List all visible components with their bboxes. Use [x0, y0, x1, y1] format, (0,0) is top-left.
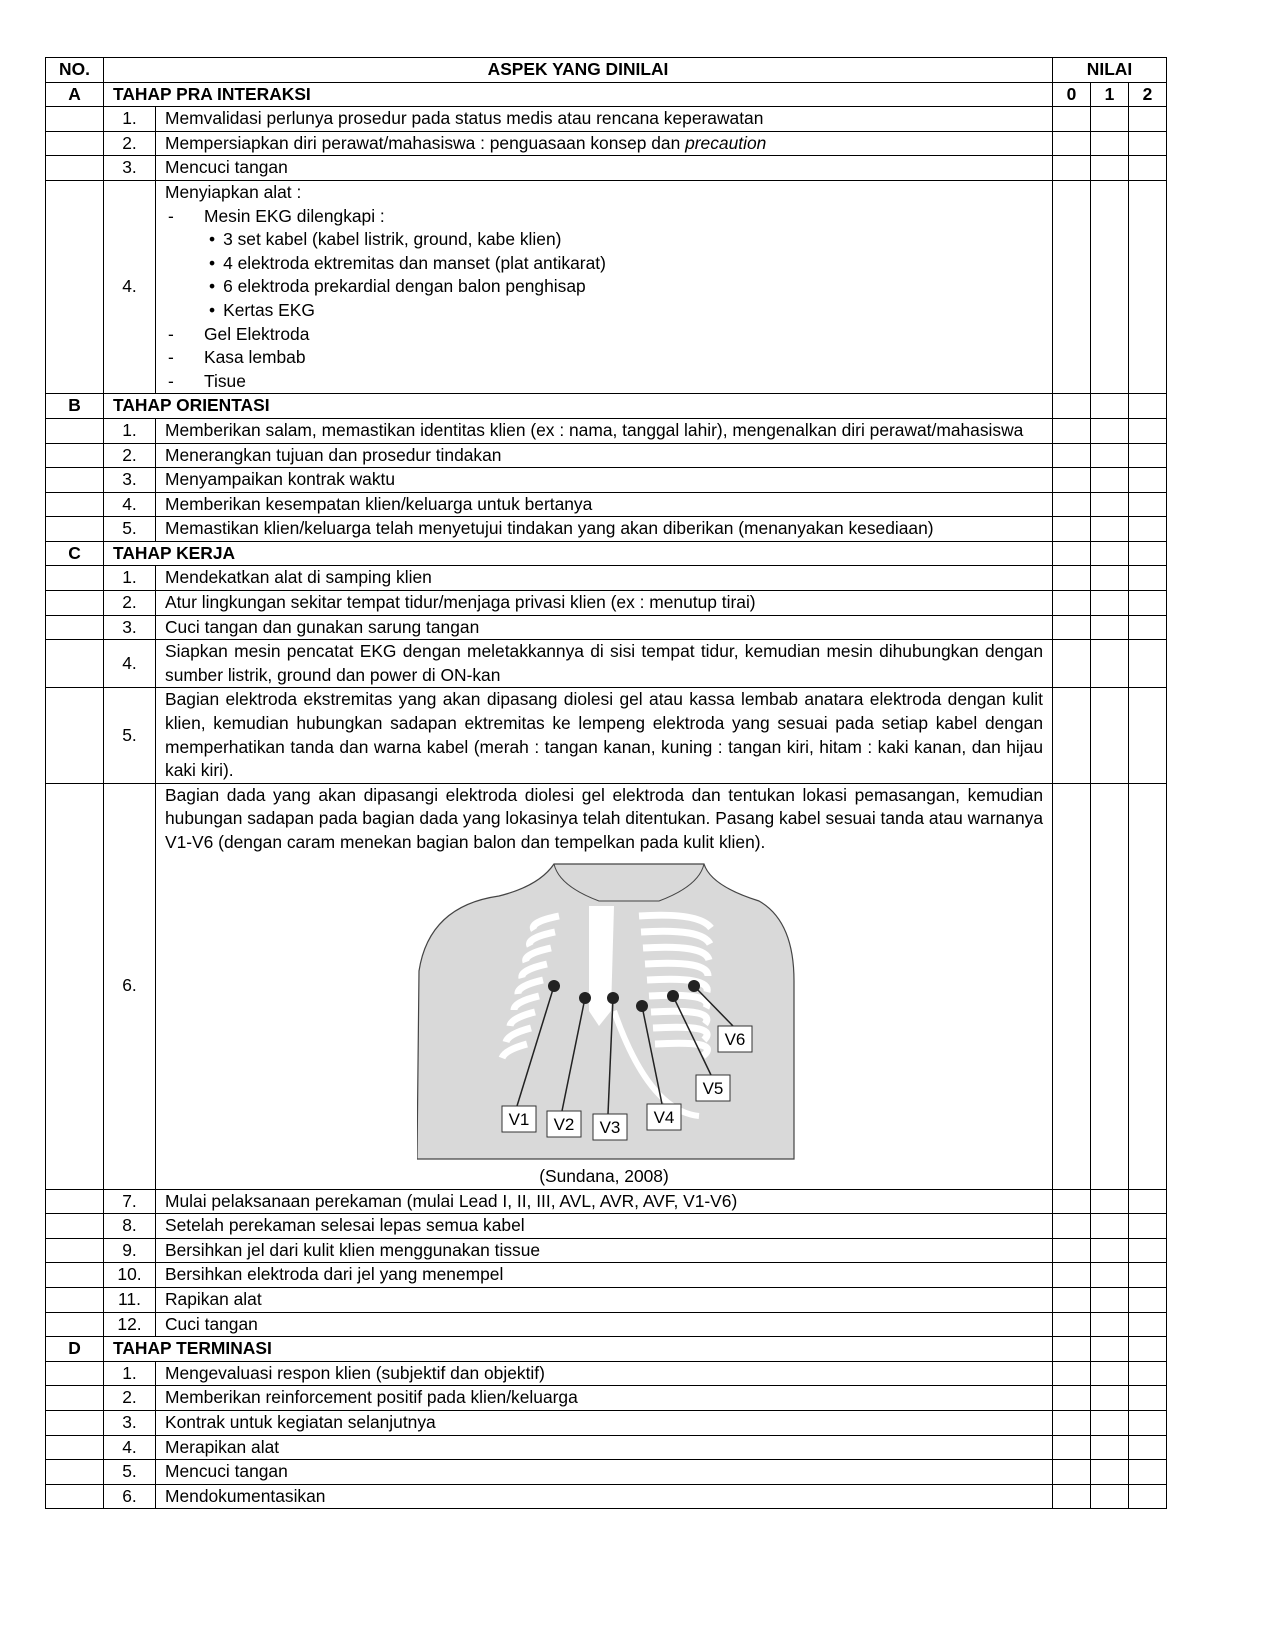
score-cell-2[interactable]	[1129, 1410, 1167, 1435]
score-cell-0[interactable]	[1053, 394, 1091, 419]
row-text	[156, 591, 1053, 616]
dash-marker: -	[168, 323, 174, 344]
row-text-content: Menyiapkan alat :	[165, 181, 302, 202]
row-number: 2.	[104, 443, 156, 468]
score-cell-2[interactable]	[1129, 1361, 1167, 1386]
row-text-content: Bersihkan elektroda dari jel yang menempel	[165, 1264, 504, 1285]
row-text-content: Mempersiapkan diri perawat/mahasiswa : penguasaan konsep dan	[165, 132, 686, 153]
row-number: 5.	[104, 517, 156, 542]
row-text	[156, 1263, 1053, 1288]
score-cell-1[interactable]	[1091, 1460, 1129, 1485]
row-text	[156, 1287, 1053, 1312]
row-number: 1.	[104, 1361, 156, 1386]
section-row	[46, 541, 1167, 566]
score-cell-0[interactable]	[1053, 107, 1091, 132]
row-text-content: Mulai pelaksanaan perekaman (mulai Lead I, II, III, AVL, AVR, AVF, V1-V6)	[165, 1190, 738, 1211]
row-number: 11.	[104, 1287, 156, 1312]
score-cell-1[interactable]	[1091, 468, 1129, 493]
row-text-content: Memastikan klien/keluarga telah menyetujui tindakan yang akan diberikan (menanyakan kesediaan)	[165, 518, 934, 539]
row-text-content: Kontrak untuk kegiatan selanjutnya	[165, 1411, 436, 1432]
empty-cell	[46, 443, 104, 468]
score-cell-1[interactable]	[1091, 443, 1129, 468]
empty-cell	[46, 180, 104, 393]
score-cell-2[interactable]	[1129, 1287, 1167, 1312]
score-cell-1[interactable]	[1091, 1238, 1129, 1263]
score-cell-2[interactable]	[1129, 1238, 1167, 1263]
row-text	[156, 1189, 1053, 1214]
score-cell-2[interactable]	[1129, 131, 1167, 156]
empty-cell	[46, 1238, 104, 1263]
table-row	[46, 615, 1167, 640]
row-number: 6.	[104, 783, 156, 1189]
section-letter: B	[46, 394, 104, 419]
score-cell-1[interactable]	[1091, 640, 1129, 688]
section-title: TAHAP TERMINASI	[104, 1337, 1053, 1362]
table-row	[46, 156, 1167, 181]
score-value-header: 2	[1129, 82, 1167, 107]
score-cell-1[interactable]	[1091, 131, 1129, 156]
row-text-content: Menyampaikan kontrak waktu	[165, 469, 396, 490]
score-cell-1[interactable]	[1091, 492, 1129, 517]
row-text-content: Memberikan salam, memastikan identitas klien (ex : nama, tanggal lahir), mengenalkan diri perawat/mahasiswa	[165, 419, 1024, 440]
score-cell-2[interactable]	[1129, 443, 1167, 468]
empty-cell	[46, 1484, 104, 1509]
row-number: 4.	[104, 492, 156, 517]
table-row	[46, 418, 1167, 443]
electrode-dot	[636, 1000, 648, 1012]
table-row	[46, 1312, 1167, 1337]
header-no: NO.	[46, 58, 104, 83]
row-number: 1.	[104, 566, 156, 591]
section-row	[46, 82, 1167, 107]
row-text	[156, 131, 1053, 156]
row-number: 3.	[104, 156, 156, 181]
bullet-item: • 4 elektroda ektremitas dan manset (plat antikarat)	[165, 252, 1043, 276]
header-aspect: ASPEK YANG DINILAI	[104, 58, 1053, 83]
row-text	[156, 1361, 1053, 1386]
electrode-dot	[688, 980, 700, 992]
score-cell-1[interactable]	[1091, 615, 1129, 640]
empty-cell	[46, 131, 104, 156]
dash-marker: -	[168, 347, 174, 368]
score-cell-0[interactable]	[1053, 688, 1091, 783]
ecg-electrode-figure	[165, 855, 1043, 1189]
score-cell-1[interactable]	[1091, 517, 1129, 542]
score-cell-2[interactable]	[1129, 468, 1167, 493]
table-row	[46, 688, 1167, 783]
score-cell-1[interactable]	[1091, 156, 1129, 181]
row-text-content: Memberikan reinforcement positif pada klien/keluarga	[165, 1387, 578, 1408]
table-row	[46, 443, 1167, 468]
score-cell-0[interactable]	[1053, 180, 1091, 393]
score-cell-0[interactable]	[1053, 131, 1091, 156]
table-row	[46, 1238, 1167, 1263]
score-cell-1[interactable]	[1091, 1386, 1129, 1411]
score-cell-0[interactable]	[1053, 1238, 1091, 1263]
row-number: 3.	[104, 468, 156, 493]
electrode-label: V2	[553, 1114, 575, 1134]
section-letter: C	[46, 541, 104, 566]
bullet-item: • 6 elektroda prekardial dengan balon penghisap	[165, 275, 1043, 299]
score-cell-0[interactable]	[1053, 783, 1091, 1189]
empty-cell	[46, 591, 104, 616]
row-number: 1.	[104, 107, 156, 132]
empty-cell	[46, 418, 104, 443]
score-cell-2[interactable]	[1129, 156, 1167, 181]
score-cell-2[interactable]	[1129, 541, 1167, 566]
row-text	[156, 156, 1053, 181]
score-cell-0[interactable]	[1053, 492, 1091, 517]
score-cell-0[interactable]	[1053, 1386, 1091, 1411]
figure-caption: (Sundana, 2008)	[539, 1166, 669, 1186]
header-row	[46, 58, 1167, 83]
score-cell-0[interactable]	[1053, 640, 1091, 688]
table-row	[46, 1484, 1167, 1509]
table-row	[46, 1189, 1167, 1214]
score-cell-2[interactable]	[1129, 1214, 1167, 1239]
empty-cell	[46, 1312, 104, 1337]
row-text	[156, 640, 1053, 688]
table-row	[46, 783, 1167, 1189]
score-cell-2[interactable]	[1129, 107, 1167, 132]
score-cell-1[interactable]	[1091, 1189, 1129, 1214]
score-cell-2[interactable]	[1129, 688, 1167, 783]
table-row	[46, 492, 1167, 517]
table-row	[46, 517, 1167, 542]
row-number: 4.	[104, 640, 156, 688]
empty-cell	[46, 640, 104, 688]
row-text-content: Setelah perekaman selesai lepas semua kabel	[165, 1215, 525, 1236]
row-text	[156, 1386, 1053, 1411]
score-cell-2[interactable]	[1129, 591, 1167, 616]
table-row	[46, 591, 1167, 616]
empty-cell	[46, 156, 104, 181]
row-text-content: Atur lingkungan sekitar tempat tidur/menjaga privasi klien (ex : menutup tirai)	[165, 592, 756, 613]
table-row	[46, 1361, 1167, 1386]
score-cell-1[interactable]	[1091, 180, 1129, 393]
score-cell-0[interactable]	[1053, 566, 1091, 591]
score-cell-0[interactable]	[1053, 517, 1091, 542]
empty-cell	[46, 1189, 104, 1214]
dash-item-text: Tisue	[204, 370, 246, 391]
empty-cell	[46, 492, 104, 517]
dash-item	[165, 346, 1043, 370]
row-text-content: Mendekatkan alat di samping klien	[165, 567, 432, 588]
row-text-content: Menerangkan tujuan dan prosedur tindakan	[165, 444, 502, 465]
score-cell-0[interactable]	[1053, 1410, 1091, 1435]
row-number: 5.	[104, 688, 156, 783]
score-cell-2[interactable]	[1129, 640, 1167, 688]
empty-cell	[46, 1460, 104, 1485]
score-cell-0[interactable]	[1053, 418, 1091, 443]
row-text-content: Memvalidasi perlunya prosedur pada status medis atau rencana keperawatan	[165, 108, 764, 129]
table-row	[46, 640, 1167, 688]
bullet-item: • Kertas EKG	[165, 299, 1043, 323]
table-row	[46, 131, 1167, 156]
row-text	[156, 615, 1053, 640]
section-title: TAHAP ORIENTASI	[104, 394, 1053, 419]
score-cell-1[interactable]	[1091, 418, 1129, 443]
row-number: 3.	[104, 615, 156, 640]
electrode-label: V3	[599, 1117, 621, 1137]
score-cell-2[interactable]	[1129, 1484, 1167, 1509]
empty-cell	[46, 1410, 104, 1435]
score-cell-1[interactable]	[1091, 1337, 1129, 1362]
row-number: 10.	[104, 1263, 156, 1288]
row-text-content: Cuci tangan dan gunakan sarung tangan	[165, 616, 480, 637]
table-row	[46, 1214, 1167, 1239]
score-cell-2[interactable]	[1129, 1460, 1167, 1485]
chest-diagram	[417, 861, 797, 1161]
table-row	[46, 180, 1167, 393]
row-number: 4.	[104, 180, 156, 393]
row-number: 2.	[104, 591, 156, 616]
score-cell-2[interactable]	[1129, 418, 1167, 443]
row-number: 12.	[104, 1312, 156, 1337]
score-cell-0[interactable]	[1053, 1435, 1091, 1460]
row-text	[156, 418, 1053, 443]
empty-cell	[46, 468, 104, 493]
row-text	[156, 107, 1053, 132]
dash-marker: -	[168, 370, 174, 391]
empty-cell	[46, 517, 104, 542]
table-row	[46, 107, 1167, 132]
electrode-dot	[548, 980, 560, 992]
score-cell-0[interactable]	[1053, 1287, 1091, 1312]
score-cell-2[interactable]	[1129, 1263, 1167, 1288]
row-text	[156, 180, 1053, 393]
score-cell-2[interactable]	[1129, 783, 1167, 1189]
score-cell-0[interactable]	[1053, 1214, 1091, 1239]
score-cell-2[interactable]	[1129, 1435, 1167, 1460]
row-text	[156, 517, 1053, 542]
row-text-content: Mencuci tangan	[165, 1461, 288, 1482]
row-number: 1.	[104, 418, 156, 443]
score-cell-0[interactable]	[1053, 615, 1091, 640]
score-cell-0[interactable]	[1053, 468, 1091, 493]
score-value-header: 1	[1091, 82, 1129, 107]
score-cell-1[interactable]	[1091, 783, 1129, 1189]
row-text	[156, 468, 1053, 493]
score-cell-1[interactable]	[1091, 1287, 1129, 1312]
score-cell-1[interactable]	[1091, 1484, 1129, 1509]
score-cell-0[interactable]	[1053, 1337, 1091, 1362]
empty-cell	[46, 566, 104, 591]
score-cell-1[interactable]	[1091, 591, 1129, 616]
row-text-content: Mencuci tangan	[165, 157, 288, 178]
row-text	[156, 492, 1053, 517]
row-text	[156, 1484, 1053, 1509]
row-number: 9.	[104, 1238, 156, 1263]
row-text	[156, 1214, 1053, 1239]
score-cell-0[interactable]	[1053, 591, 1091, 616]
section-row	[46, 394, 1167, 419]
row-text-content: Mendokumentasikan	[165, 1485, 326, 1506]
row-number: 5.	[104, 1460, 156, 1485]
score-cell-2[interactable]	[1129, 615, 1167, 640]
empty-cell	[46, 1214, 104, 1239]
row-text	[156, 1238, 1053, 1263]
row-text	[156, 1460, 1053, 1485]
row-text-content: Bagian dada yang akan dipasangi elektroda diolesi gel elektroda dan tentukan lokasi pemasangan, kemudian hubungan sadapan pada bagian dada yang lokasinya telah ditentukan. Pasang kabel sesuai tanda atau warnanya V1-V6 (dengan caram menekan bagian balon dan tempelkan pada kulit klien).	[165, 784, 1043, 852]
table-row	[46, 468, 1167, 493]
score-cell-1[interactable]	[1091, 1214, 1129, 1239]
row-text	[156, 688, 1053, 783]
row-text	[156, 783, 1053, 1189]
bullet-item: • 3 set kabel (kabel listrik, ground, kabe klien)	[165, 228, 1043, 252]
row-text	[156, 1312, 1053, 1337]
row-text	[156, 566, 1053, 591]
electrode-label: V4	[653, 1107, 675, 1127]
score-cell-2[interactable]	[1129, 1312, 1167, 1337]
row-text-content: Bersihkan jel dari kulit klien menggunakan tissue	[165, 1239, 541, 1260]
score-cell-2[interactable]	[1129, 180, 1167, 393]
dash-item	[165, 323, 1043, 347]
row-text-content: Siapkan mesin pencatat EKG dengan meletakkannya di sisi tempat tidur, kemudian mesin dihubungkan dengan sumber listrik, ground dan power di ON-kan	[165, 641, 1043, 685]
score-cell-0[interactable]	[1053, 541, 1091, 566]
score-cell-2[interactable]	[1129, 566, 1167, 591]
table-row	[46, 1435, 1167, 1460]
section-title: TAHAP KERJA	[104, 541, 1053, 566]
electrode-label: V1	[508, 1109, 530, 1129]
score-cell-0[interactable]	[1053, 1263, 1091, 1288]
score-cell-1[interactable]	[1091, 1435, 1129, 1460]
score-cell-1[interactable]	[1091, 107, 1129, 132]
dash-item	[165, 370, 1043, 394]
header-score: NILAI	[1053, 58, 1167, 83]
score-cell-2[interactable]	[1129, 1189, 1167, 1214]
electrode-dot	[667, 990, 679, 1002]
row-text-content: Bagian elektroda ekstremitas yang akan dipasang diolesi gel atau kassa lembab anatara elektroda dengan kulit klien, kemudian hubungkan sadapan ektremitas ke lempeng elektroda yang sesuai pada setiap kabel dengan memperhatikan tanda dan warna kabel (merah : tangan kanan, kuning : tangan kiri, hitam : kaki kanan, dan hijau kaki kiri).	[165, 689, 1043, 781]
row-number: 2.	[104, 1386, 156, 1411]
table-row	[46, 566, 1167, 591]
empty-cell	[46, 615, 104, 640]
score-cell-0[interactable]	[1053, 1189, 1091, 1214]
table-row	[46, 1460, 1167, 1485]
electrode-dot	[579, 992, 591, 1004]
section-row	[46, 1337, 1167, 1362]
empty-cell	[46, 1361, 104, 1386]
assessment-checklist-table	[45, 57, 1167, 1509]
score-cell-0[interactable]	[1053, 1484, 1091, 1509]
empty-cell	[46, 1435, 104, 1460]
row-number: 8.	[104, 1214, 156, 1239]
dash-item-text: Gel Elektroda	[204, 323, 310, 344]
row-text-content: Memberikan kesempatan klien/keluarga untuk bertanya	[165, 493, 593, 514]
row-number: 7.	[104, 1189, 156, 1214]
score-cell-2[interactable]	[1129, 394, 1167, 419]
row-text	[156, 443, 1053, 468]
score-cell-1[interactable]	[1091, 541, 1129, 566]
score-cell-1[interactable]	[1091, 394, 1129, 419]
table-row	[46, 1386, 1167, 1411]
electrode-label: V5	[702, 1078, 724, 1098]
score-cell-1[interactable]	[1091, 1410, 1129, 1435]
row-number: 3.	[104, 1410, 156, 1435]
table-row	[46, 1263, 1167, 1288]
score-cell-0[interactable]	[1053, 156, 1091, 181]
score-value-header: 0	[1053, 82, 1091, 107]
empty-cell	[46, 688, 104, 783]
score-cell-0[interactable]	[1053, 1460, 1091, 1485]
section-title: TAHAP PRA INTERAKSI	[104, 82, 1053, 107]
table-row	[46, 1287, 1167, 1312]
score-cell-2[interactable]	[1129, 492, 1167, 517]
section-letter: A	[46, 82, 104, 107]
empty-cell	[46, 1263, 104, 1288]
electrode-label: V6	[724, 1029, 746, 1049]
empty-cell	[46, 107, 104, 132]
row-text	[156, 1410, 1053, 1435]
section-letter: D	[46, 1337, 104, 1362]
score-cell-0[interactable]	[1053, 443, 1091, 468]
score-cell-1[interactable]	[1091, 688, 1129, 783]
row-number: 2.	[104, 131, 156, 156]
dash-marker: -	[168, 205, 174, 226]
empty-cell	[46, 1287, 104, 1312]
row-text-content: Cuci tangan	[165, 1313, 258, 1334]
row-text-content: Mengevaluasi respon klien (subjektif dan objektif)	[165, 1362, 545, 1383]
score-cell-1[interactable]	[1091, 1312, 1129, 1337]
score-cell-2[interactable]	[1129, 1337, 1167, 1362]
score-cell-1[interactable]	[1091, 566, 1129, 591]
row-number: 6.	[104, 1484, 156, 1509]
dash-item-text: Mesin EKG dilengkapi :	[204, 205, 385, 226]
row-text-italic: precaution	[685, 132, 767, 153]
row-text	[156, 1435, 1053, 1460]
empty-cell	[46, 783, 104, 1189]
electrode-dot	[607, 992, 619, 1004]
dash-item-text: Kasa lembab	[204, 347, 306, 368]
score-cell-2[interactable]	[1129, 517, 1167, 542]
score-cell-0[interactable]	[1053, 1361, 1091, 1386]
empty-cell	[46, 1386, 104, 1411]
row-number: 4.	[104, 1435, 156, 1460]
table-row	[46, 1410, 1167, 1435]
dash-item	[165, 205, 1043, 229]
row-text-content: Rapikan alat	[165, 1288, 262, 1309]
score-cell-1[interactable]	[1091, 1361, 1129, 1386]
score-cell-0[interactable]	[1053, 1312, 1091, 1337]
row-text-content: Merapikan alat	[165, 1436, 280, 1457]
score-cell-1[interactable]	[1091, 1263, 1129, 1288]
score-cell-2[interactable]	[1129, 1386, 1167, 1411]
